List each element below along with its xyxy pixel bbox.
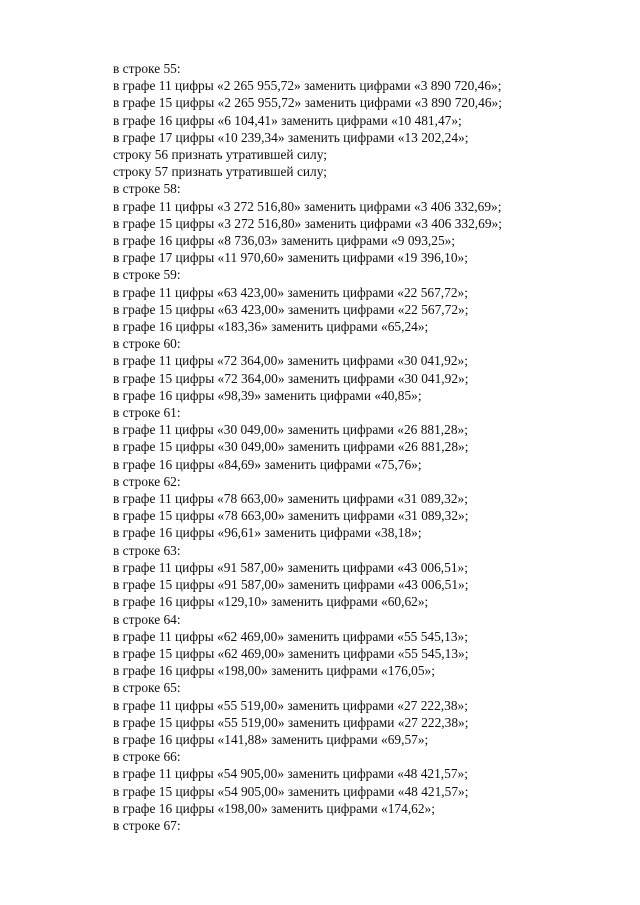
repeal-line: строку 56 признать утратившей силу; — [113, 147, 327, 163]
amendment-line: в графе 16 цифры «8 736,03» заменить цифрами «9 093,25»; — [113, 233, 456, 249]
amendment-line: в графе 11 цифры «55 519,00» заменить цифрами «27 222,38»; — [113, 697, 468, 713]
row-header-61: в строке 61: — [113, 405, 181, 421]
repeal-line: строку 57 признать утратившей силу; — [113, 164, 327, 180]
amendment-line: в графе 15 цифры «30 049,00» заменить цифрами «26 881,28»; — [113, 439, 469, 455]
amendment-line: в графе 11 цифры «91 587,00» заменить цифрами «43 006,51»; — [113, 559, 468, 575]
amendment-line: в графе 16 цифры «6 104,41» заменить цифрами «10 481,47»; — [113, 112, 462, 128]
amendment-line: в графе 17 цифры «10 239,34» заменить цифрами «13 202,24»; — [113, 129, 469, 145]
row-header-63: в строке 63: — [113, 542, 181, 558]
amendment-line: в графе 11 цифры «54 905,00» заменить цифрами «48 421,57»; — [113, 766, 468, 782]
amendment-line: в графе 11 цифры «78 663,00» заменить цифрами «31 089,32»; — [113, 491, 468, 507]
amendment-line: в графе 15 цифры «3 272 516,80» заменить цифрами «3 406 332,69»; — [113, 215, 502, 231]
row-header-60: в строке 60: — [113, 336, 181, 352]
amendment-line: в графе 11 цифры «63 423,00» заменить цифрами «22 567,72»; — [113, 284, 468, 300]
amendment-line: в графе 16 цифры «96,61» заменить цифрами «38,18»; — [113, 525, 422, 541]
row-header-67: в строке 67: — [113, 817, 181, 833]
amendment-line: в графе 16 цифры «198,00» заменить цифрами «176,05»; — [113, 663, 435, 679]
amendment-line: в графе 11 цифры «3 272 516,80» заменить цифрами «3 406 332,69»; — [113, 198, 502, 214]
amendment-line: в графе 11 цифры «62 469,00» заменить цифрами «55 545,13»; — [113, 628, 468, 644]
amendment-line: в графе 16 цифры «183,36» заменить цифрами «65,24»; — [113, 319, 429, 335]
amendment-line: в графе 16 цифры «98,39» заменить цифрами «40,85»; — [113, 387, 422, 403]
amendment-line: в графе 15 цифры «72 364,00» заменить цифрами «30 041,92»; — [113, 370, 469, 386]
row-header-62: в строке 62: — [113, 473, 181, 489]
amendment-line: в графе 15 цифры «78 663,00» заменить цифрами «31 089,32»; — [113, 508, 469, 524]
amendment-line: в графе 11 цифры «30 049,00» заменить цифрами «26 881,28»; — [113, 422, 468, 438]
amendment-line: в графе 15 цифры «54 905,00» заменить цифрами «48 421,57»; — [113, 783, 469, 799]
row-header-64: в строке 64: — [113, 611, 181, 627]
row-header-55: в строке 55: — [113, 61, 181, 76]
amendment-line: в графе 11 цифры «2 265 955,72» заменить цифрами «3 890 720,46»; — [113, 78, 502, 94]
amendment-line: в графе 16 цифры «141,88» заменить цифрами «69,57»; — [113, 731, 429, 747]
amendment-line: в графе 17 цифры «11 970,60» заменить цифрами «19 396,10»; — [113, 250, 468, 266]
amendment-line: в графе 15 цифры «63 423,00» заменить цифрами «22 567,72»; — [113, 301, 469, 317]
row-header-65: в строке 65: — [113, 680, 181, 696]
row-header-59: в строке 59: — [113, 267, 181, 283]
row-header-58: в строке 58: — [113, 181, 181, 197]
amendment-line: в графе 15 цифры «55 519,00» заменить цифрами «27 222,38»; — [113, 714, 469, 730]
amendment-line: в графе 15 цифры «2 265 955,72» заменить цифрами «3 890 720,46»; — [113, 95, 502, 111]
amendment-line: в графе 16 цифры «129,10» заменить цифрами «60,62»; — [113, 594, 429, 610]
amendment-line: в графе 15 цифры «62 469,00» заменить цифрами «55 545,13»; — [113, 645, 469, 661]
amendment-line: в графе 11 цифры «72 364,00» заменить цифрами «30 041,92»; — [113, 353, 468, 369]
amendment-line: в графе 15 цифры «91 587,00» заменить цифрами «43 006,51»; — [113, 577, 469, 593]
row-header-66: в строке 66: — [113, 749, 181, 765]
amendment-line: в графе 16 цифры «84,69» заменить цифрами «75,76»; — [113, 456, 422, 472]
document-page — [113, 60, 593, 834]
amendment-line: в графе 16 цифры «198,00» заменить цифрами «174,62»; — [113, 800, 435, 816]
